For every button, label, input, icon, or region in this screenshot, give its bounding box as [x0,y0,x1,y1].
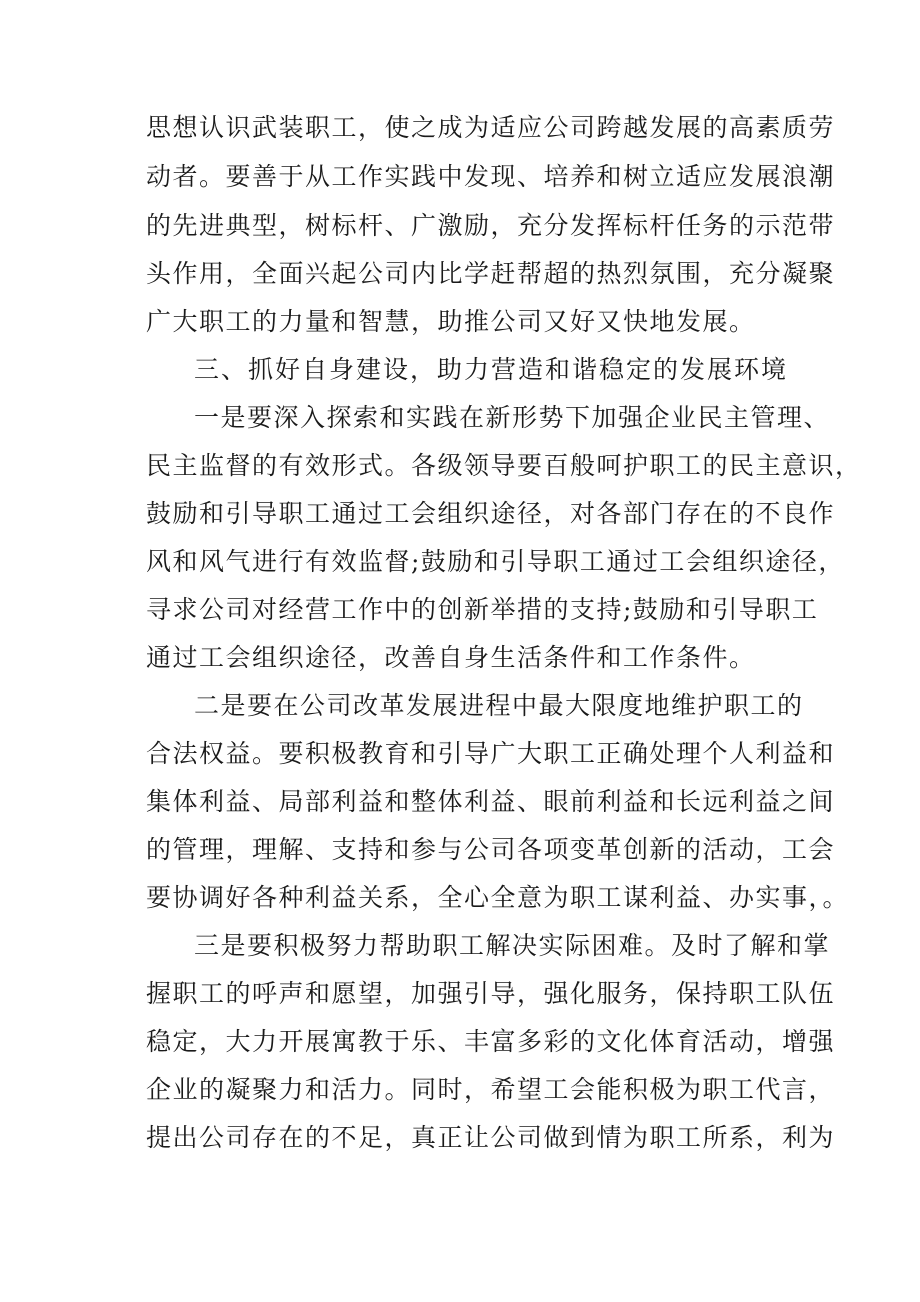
text-line: 头作用，全面兴起公司内比学赶帮超的热烈氛围，充分凝聚 [146,259,836,288]
text-line: 思想认识武装职工，使之成为适应公司跨越发展的高素质劳 [146,113,836,142]
text-line: 企业的凝聚力和活力。同时，希望工会能积极为职工代言， [146,1075,836,1104]
section-heading: 三、抓好自身建设，助力营造和谐稳定的发展环境 [194,355,789,384]
text-line: 提出公司存在的不足，真正让公司做到情为职工所系，利为 [146,1123,836,1152]
text-line: 的管理，理解、支持和参与公司各项变革创新的活动，工会 [146,835,836,864]
paragraph-start-line: 三是要积极努力帮助职工解决实际困难。及时了解和掌 [194,931,831,960]
text-line: 风和风气进行有效监督;鼓励和引导职工通过工会组织途径， [146,547,845,576]
text-line: 合法权益。要积极教育和引导广大职工正确处理个人利益和 [146,739,836,768]
text-line: 的先进典型，树标杆、广激励，充分发挥标杆任务的示范带 [146,211,836,240]
text-line: 握职工的呼声和愿望，加强引导，强化服务，保持职工队伍 [146,979,836,1008]
text-line: 广大职工的力量和智慧，助推公司又好又快地发展。 [146,307,756,336]
text-line: 通过工会组织途径，改善自身生活条件和工作条件。 [146,643,756,672]
text-line: 鼓励和引导职工通过工会组织途径，对各部门存在的不良作 [146,499,836,528]
text-line: 民主监督的有效形式。各级领导要百般呵护职工的民主意识， [146,451,862,480]
text-line: 集体利益、局部利益和整体利益、眼前利益和长远利益之间 [146,787,836,816]
text-line: 要协调好各种利益关系，全心全意为职工谋利益、办实事，。 [146,883,850,912]
paragraph-start-line: 二是要在公司改革发展进程中最大限度地维护职工的 [194,691,804,720]
paragraph-start-line: 一是要深入探索和实践在新形势下加强企业民主管理、 [194,403,831,432]
text-line: 稳定，大力开展寓教于乐、丰富多彩的文化体育活动，增强 [146,1027,836,1056]
text-line: 动者。要善于从工作实践中发现、培养和树立适应发展浪潮 [146,162,836,191]
text-line: 寻求公司对经营工作中的创新举措的支持;鼓励和引导职工 [146,595,819,624]
